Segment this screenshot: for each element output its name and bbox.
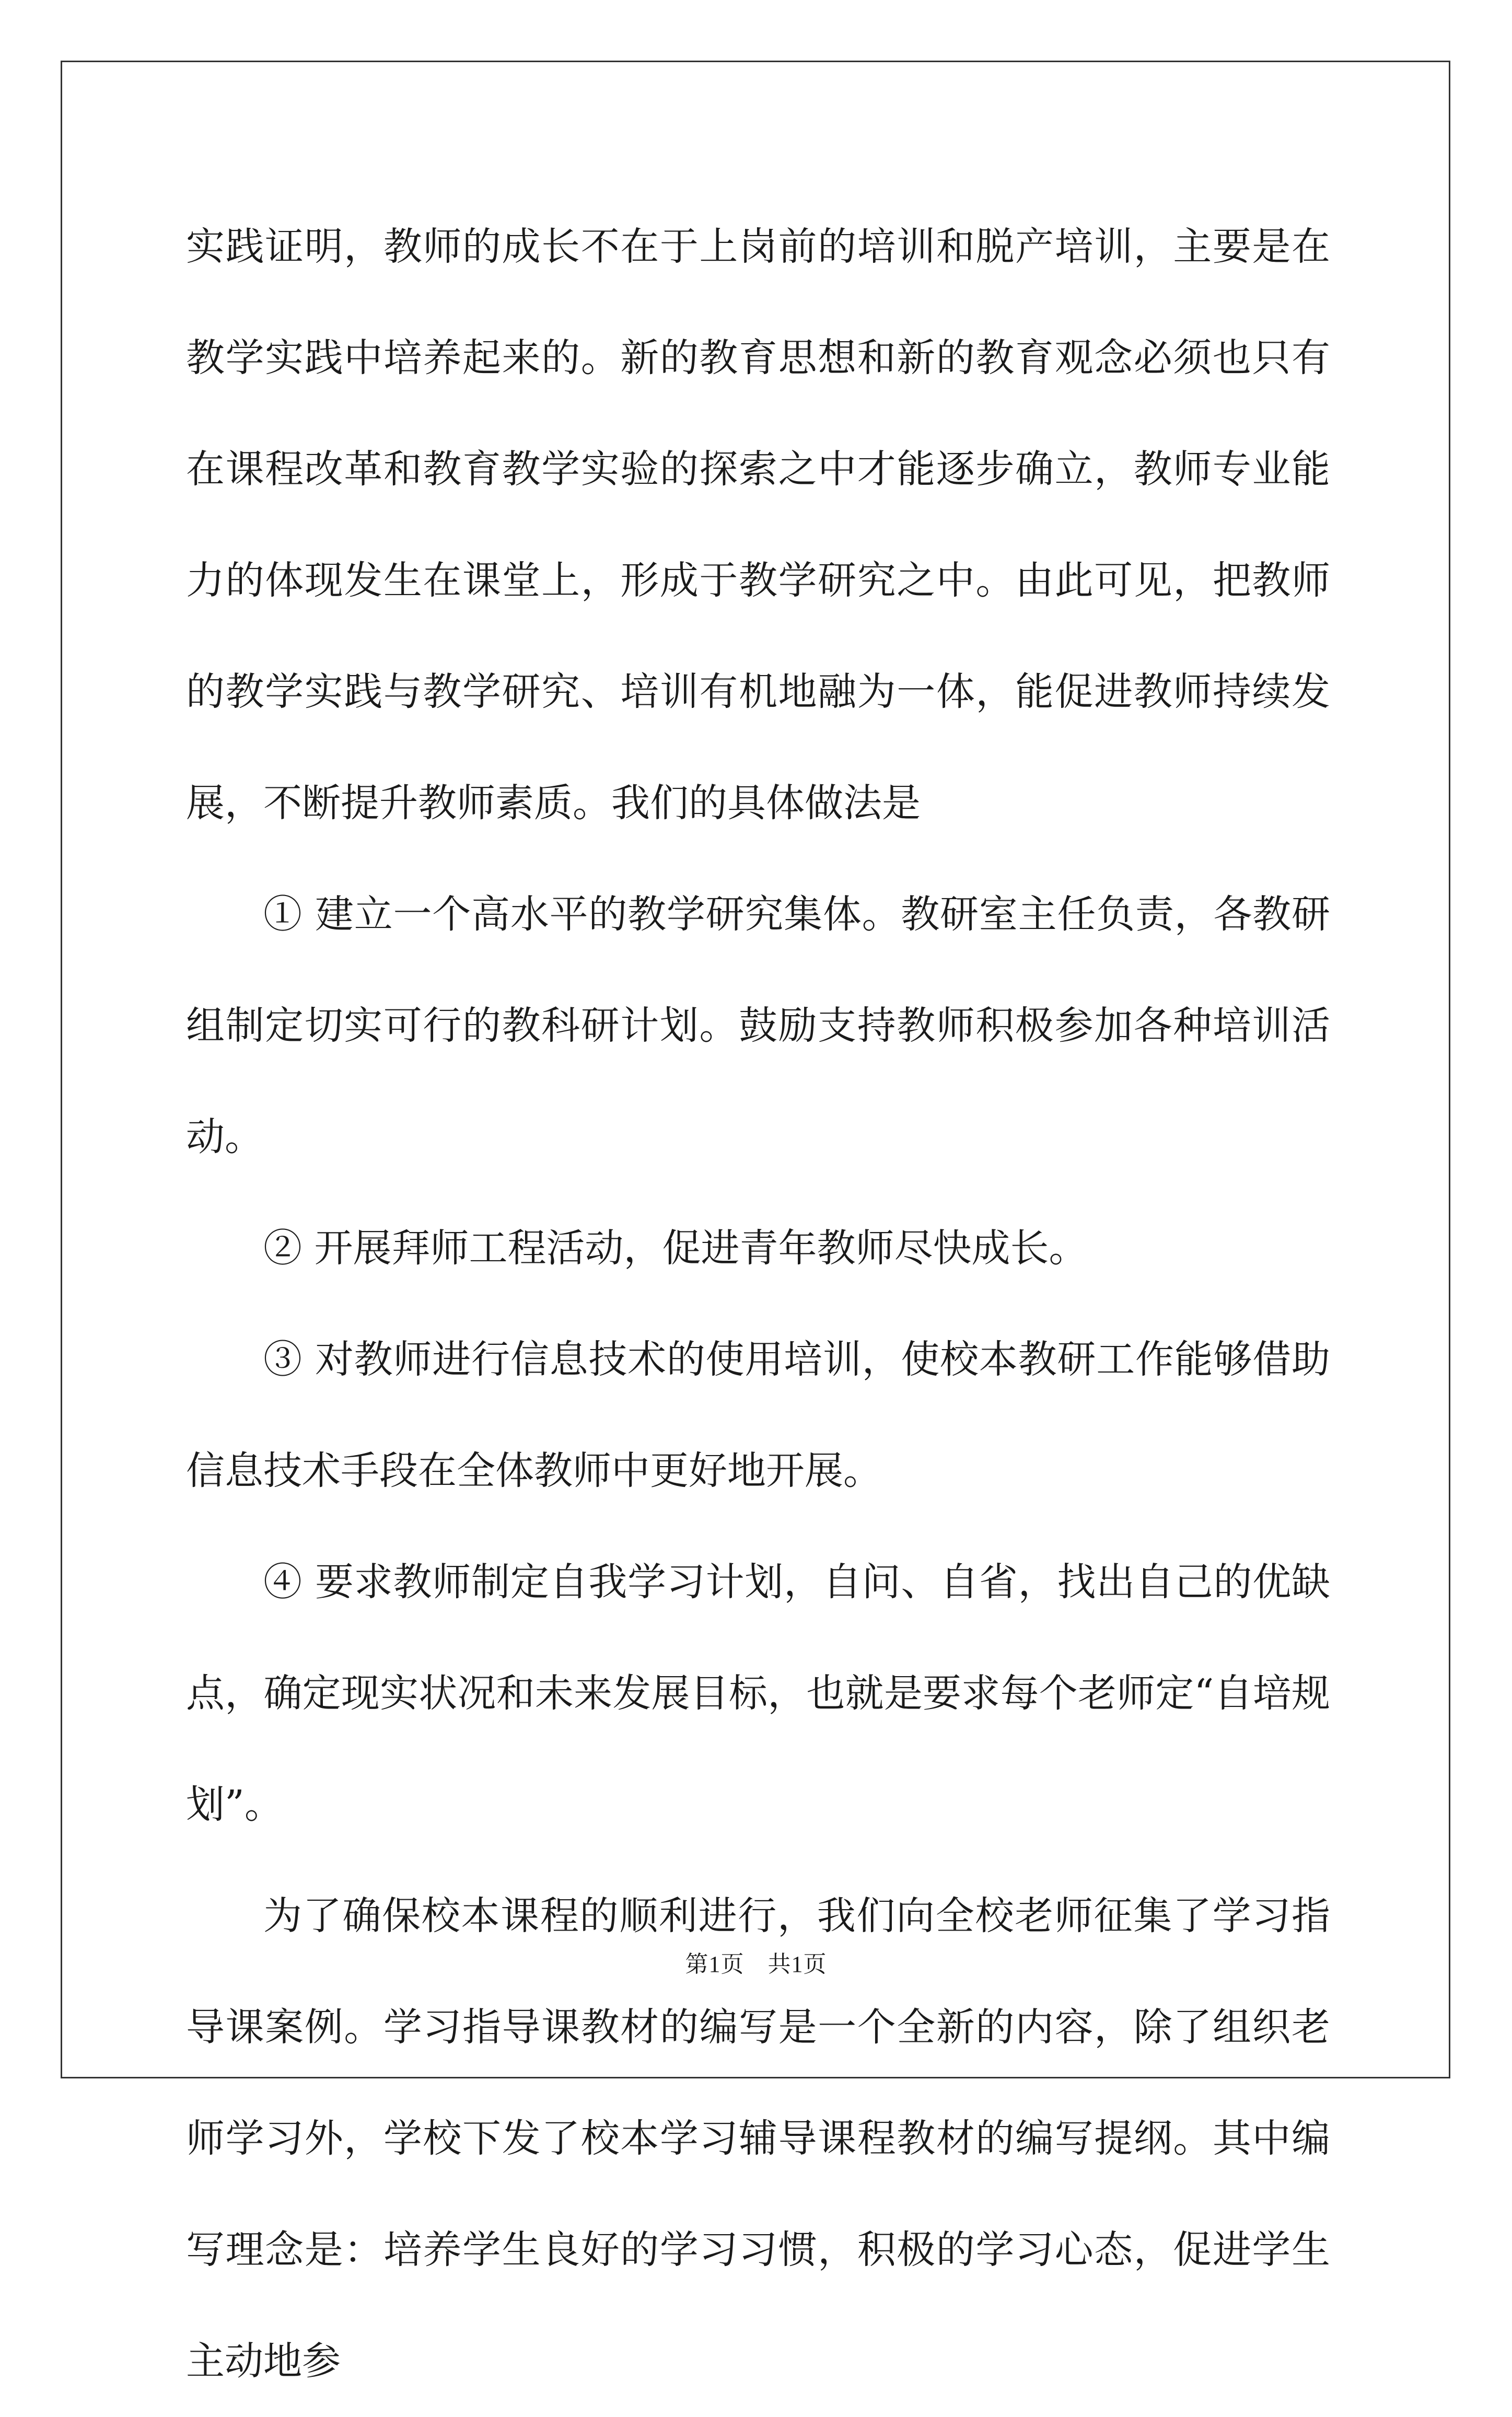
paragraph-intro: 实践证明，教师的成长不在于上岗前的培训和脱产培训，主要是在教学实践中培养起来的。新的教育思想和新的教育观念必须也只有在课程改革和教育教学实验的探索之中才能逐步确立，教师专业能力的体现发生在课堂上，形成于教学研究之中。由此可见，把教师的教学实践与教学研究、培训有机地融为一体，能促进教师持续发展，不断提升教师素质。我们的具体做法是 xyxy=(186,224,1330,826)
paragraph-item-1: ① 建立一个高水平的教学研究集体。教研室主任负责，各教研组制定切实可行的教科研计划。鼓励支持教师积极参加各种培训活动。 xyxy=(186,892,1330,1159)
paragraph-item-2: ② 开展拜师工程活动，促进青年教师尽快成长。 xyxy=(263,1226,1088,1271)
paragraph-item-4: ④ 要求教师制定自我学习计划，自问、自省，找出自己的优缺点，确定现实状况和未来发展目标，也就是要求每个老师定“自培规划”。 xyxy=(186,1560,1330,1827)
page-number-footer: 第1页 共1页 xyxy=(685,1951,827,1977)
document-body xyxy=(186,191,1330,2417)
paragraph-item-3: ③ 对教师进行信息技术的使用培训，使校本教研工作能够借助信息技术手段在全体教师中更好地开展。 xyxy=(186,1337,1330,1493)
paragraph-curriculum: 为了确保校本课程的顺利进行，我们向全校老师征集了学习指导课案例。学习指导课教材的编写是一个全新的内容，除了组织老师学习外，学校下发了校本学习辅导课程教材的编写提纲。其中编写理念是：培养学生良好的学习习惯，积极的学习心态，促进学生主动地参 xyxy=(186,1893,1330,2384)
